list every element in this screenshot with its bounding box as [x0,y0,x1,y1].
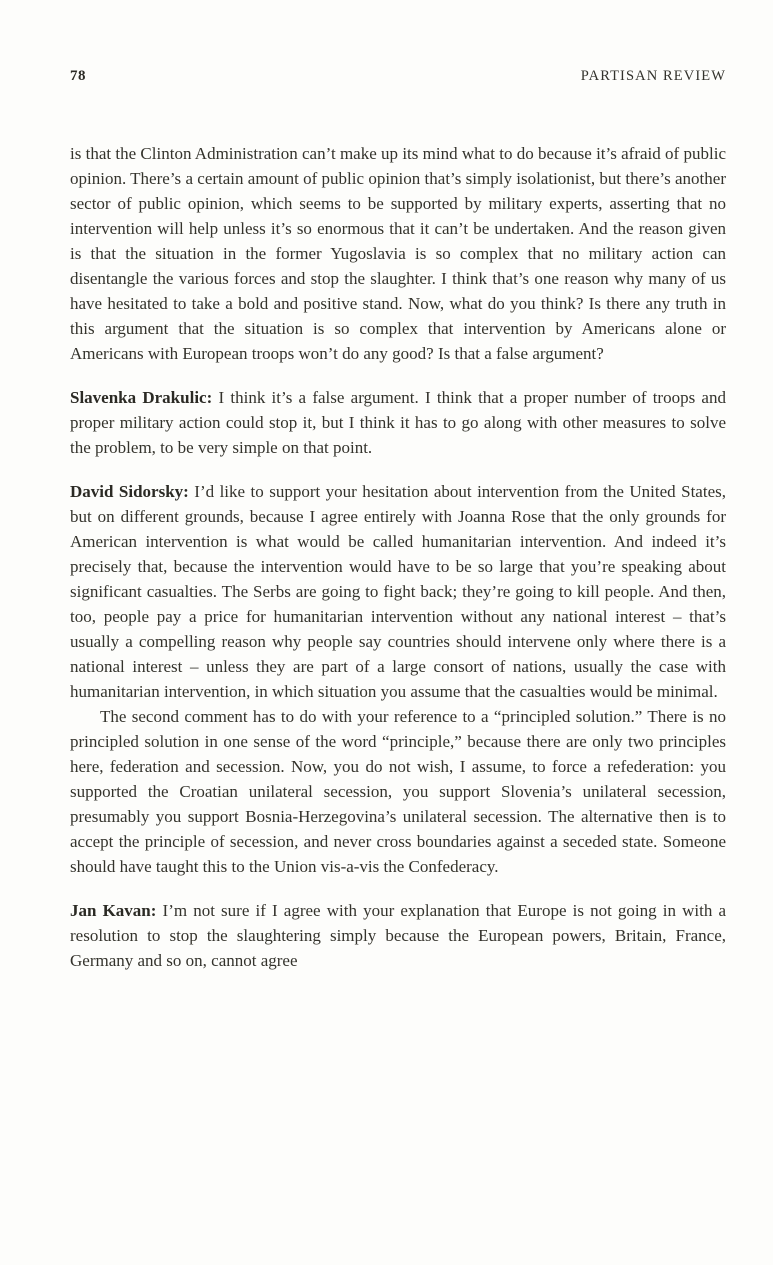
speaker-name: Slavenka Drakulic: [70,388,213,407]
journal-title: PARTISAN REVIEW [580,68,726,84]
page-number: 78 [70,68,86,84]
paragraph: Jan Kavan: I’m not sure if I agree with your explanation that Europe is not going in with a resolution to stop the slaughtering simply because the European powers, Britain, France, Germany and so on, cannot agree [70,901,727,970]
paragraph: Slavenka Drakulic: I think it’s a false argument. I think that a proper number of troops and proper military action could stop it, but I think it has to go along with other measures to solve the problem, to be very simple on that point. [70,388,726,457]
paragraph: The second comment has to do with your reference to a “principled solution.” There is no principled solution in one sense of the word “principle,” because there are only two principles here, federation and secession. Now, you do not wish, I assume, to force a refederation: you supported the Croatian unilateral secession, you support Slovenia’s unilateral secession, presumably you support Bosnia-Herzegovina’s unilateral secession. The alternative then is to accept the principle of secession, and never cross boundaries against a seceded state. Someone should have taught this to the Union vis-a-vis the Confederacy. [70,707,726,876]
page-body-text [70,141,726,973]
speaker-name: Jan Kavan: [70,901,157,920]
paragraph: is that the Clinton Administration can’t make up its mind what to do because it’s afraid of public opinion. There’s a certain amount of public opinion that’s simply isolationist, but there’s another sector of public opinion, which seems to be supported by military experts, asserting that no intervention will help unless it’s so enormous that it can’t be undertaken. And the reason given is that the situation in the former Yugoslavia is so complex that no military action can disentangle the various forces and stop the slaughter. I think that’s one reason why many of us have hesitated to take a bold and positive stand. Now, what do you think? Is there any truth in this argument that the situation is so complex that intervention by Americans alone or Americans with European troops won’t do any good? Is that a false argument? [70,144,726,363]
running-head [70,68,726,85]
speaker-name: David Sidorsky: [70,482,189,501]
paragraph: David Sidorsky: I’d like to support your hesitation about intervention from the United States, but on different grounds, because I agree entirely with Joanna Rose that the only grounds for American intervention is what would be called humanitarian intervention. And indeed it’s precisely that, because the intervention would have to be so large that you’re speaking about significant casualties. The Serbs are going to fight back; they’re going to kill people. And then, too, people pay a price for humanitarian intervention without any national interest – that’s usually a compelling reason why people say countries should intervene only where there is a national interest – unless they are part of a large consort of nations, usually the case with humanitarian intervention, in which situation you assume that the casualties would be minimal. [70,482,726,701]
